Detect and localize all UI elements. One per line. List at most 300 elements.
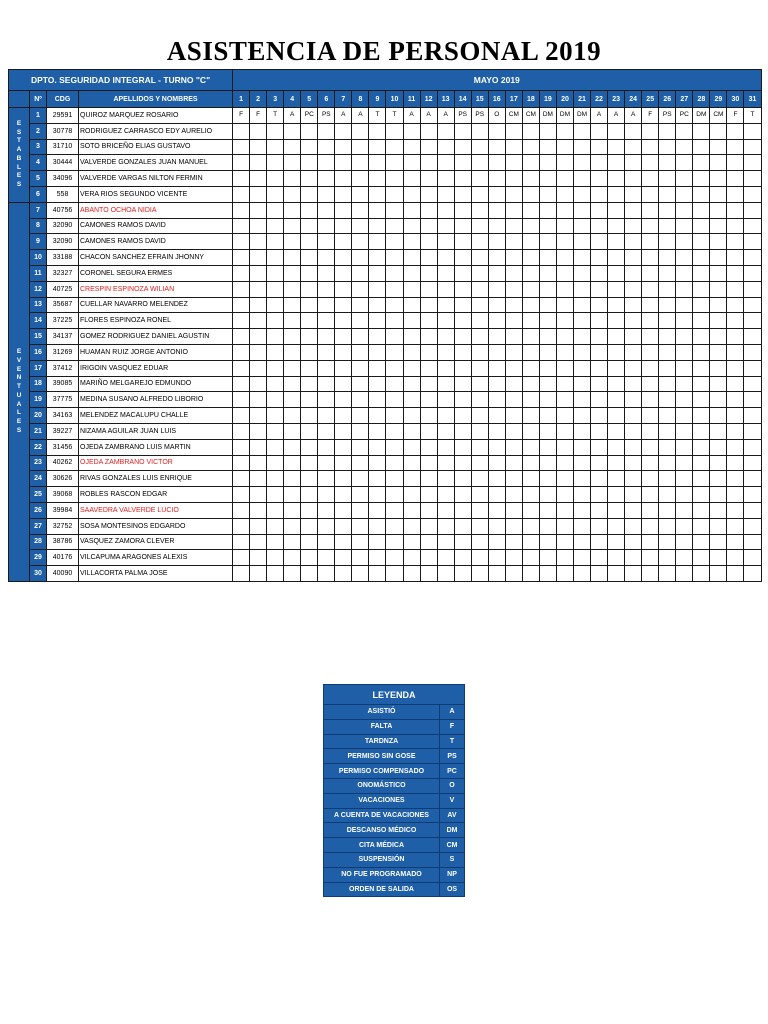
attendance-cell[interactable] bbox=[284, 360, 301, 376]
attendance-cell[interactable] bbox=[505, 487, 522, 503]
attendance-cell[interactable] bbox=[233, 155, 250, 171]
attendance-cell[interactable] bbox=[335, 265, 352, 281]
attendance-cell[interactable]: T bbox=[744, 108, 761, 124]
attendance-cell[interactable] bbox=[233, 360, 250, 376]
attendance-cell[interactable] bbox=[505, 376, 522, 392]
attendance-cell[interactable] bbox=[625, 550, 642, 566]
attendance-cell[interactable] bbox=[710, 186, 727, 202]
attendance-cell[interactable] bbox=[471, 455, 488, 471]
attendance-cell[interactable] bbox=[437, 313, 454, 329]
attendance-cell[interactable] bbox=[335, 534, 352, 550]
attendance-cell[interactable] bbox=[642, 360, 659, 376]
attendance-cell[interactable] bbox=[693, 139, 710, 155]
attendance-cell[interactable] bbox=[659, 455, 676, 471]
attendance-cell[interactable] bbox=[284, 455, 301, 471]
attendance-cell[interactable] bbox=[386, 202, 403, 218]
attendance-cell[interactable] bbox=[659, 487, 676, 503]
attendance-cell[interactable] bbox=[437, 423, 454, 439]
attendance-cell[interactable]: PS bbox=[454, 108, 471, 124]
attendance-cell[interactable] bbox=[744, 139, 761, 155]
attendance-cell[interactable] bbox=[420, 471, 437, 487]
attendance-cell[interactable] bbox=[744, 297, 761, 313]
attendance-cell[interactable] bbox=[591, 566, 608, 582]
attendance-cell[interactable] bbox=[352, 344, 369, 360]
attendance-cell[interactable] bbox=[642, 139, 659, 155]
attendance-cell[interactable] bbox=[744, 186, 761, 202]
attendance-cell[interactable] bbox=[710, 376, 727, 392]
attendance-cell[interactable] bbox=[505, 281, 522, 297]
attendance-cell[interactable] bbox=[335, 408, 352, 424]
attendance-cell[interactable] bbox=[352, 376, 369, 392]
attendance-cell[interactable] bbox=[386, 344, 403, 360]
attendance-cell[interactable] bbox=[437, 360, 454, 376]
attendance-cell[interactable] bbox=[522, 281, 539, 297]
attendance-cell[interactable] bbox=[335, 329, 352, 345]
attendance-cell[interactable] bbox=[642, 171, 659, 187]
attendance-cell[interactable] bbox=[659, 360, 676, 376]
attendance-cell[interactable] bbox=[250, 534, 267, 550]
attendance-cell[interactable] bbox=[659, 281, 676, 297]
attendance-cell[interactable] bbox=[608, 281, 625, 297]
attendance-cell[interactable] bbox=[420, 455, 437, 471]
attendance-cell[interactable] bbox=[420, 566, 437, 582]
attendance-cell[interactable] bbox=[488, 487, 505, 503]
attendance-cell[interactable] bbox=[539, 471, 556, 487]
attendance-cell[interactable] bbox=[659, 392, 676, 408]
attendance-cell[interactable] bbox=[301, 518, 318, 534]
attendance-cell[interactable] bbox=[591, 250, 608, 266]
attendance-cell[interactable] bbox=[369, 455, 386, 471]
attendance-cell[interactable] bbox=[573, 344, 590, 360]
attendance-cell[interactable] bbox=[744, 329, 761, 345]
attendance-cell[interactable] bbox=[420, 218, 437, 234]
attendance-cell[interactable] bbox=[659, 297, 676, 313]
attendance-cell[interactable] bbox=[233, 202, 250, 218]
attendance-cell[interactable]: A bbox=[625, 108, 642, 124]
attendance-cell[interactable] bbox=[676, 408, 693, 424]
attendance-cell[interactable] bbox=[727, 313, 744, 329]
attendance-cell[interactable] bbox=[659, 566, 676, 582]
attendance-cell[interactable]: A bbox=[335, 108, 352, 124]
attendance-cell[interactable] bbox=[608, 344, 625, 360]
attendance-cell[interactable] bbox=[233, 265, 250, 281]
attendance-cell[interactable] bbox=[539, 392, 556, 408]
attendance-cell[interactable] bbox=[301, 344, 318, 360]
attendance-cell[interactable] bbox=[488, 376, 505, 392]
attendance-cell[interactable] bbox=[454, 502, 471, 518]
attendance-cell[interactable] bbox=[437, 250, 454, 266]
attendance-cell[interactable] bbox=[250, 139, 267, 155]
attendance-cell[interactable] bbox=[744, 360, 761, 376]
attendance-cell[interactable] bbox=[744, 518, 761, 534]
attendance-cell[interactable] bbox=[369, 234, 386, 250]
attendance-cell[interactable] bbox=[369, 408, 386, 424]
attendance-cell[interactable] bbox=[505, 329, 522, 345]
attendance-cell[interactable] bbox=[301, 139, 318, 155]
attendance-cell[interactable] bbox=[437, 455, 454, 471]
attendance-cell[interactable] bbox=[608, 171, 625, 187]
attendance-cell[interactable] bbox=[318, 423, 335, 439]
attendance-cell[interactable] bbox=[710, 471, 727, 487]
attendance-cell[interactable] bbox=[352, 250, 369, 266]
attendance-cell[interactable] bbox=[710, 518, 727, 534]
attendance-cell[interactable] bbox=[352, 186, 369, 202]
attendance-cell[interactable] bbox=[250, 471, 267, 487]
attendance-cell[interactable] bbox=[659, 171, 676, 187]
attendance-cell[interactable] bbox=[727, 550, 744, 566]
attendance-cell[interactable] bbox=[301, 455, 318, 471]
attendance-cell[interactable] bbox=[352, 234, 369, 250]
attendance-cell[interactable] bbox=[420, 202, 437, 218]
attendance-cell[interactable] bbox=[659, 329, 676, 345]
attendance-cell[interactable] bbox=[522, 265, 539, 281]
attendance-cell[interactable] bbox=[454, 423, 471, 439]
attendance-cell[interactable] bbox=[437, 171, 454, 187]
attendance-cell[interactable] bbox=[267, 360, 284, 376]
attendance-cell[interactable] bbox=[539, 218, 556, 234]
attendance-cell[interactable] bbox=[335, 297, 352, 313]
attendance-cell[interactable] bbox=[301, 550, 318, 566]
attendance-cell[interactable] bbox=[539, 534, 556, 550]
attendance-cell[interactable] bbox=[727, 566, 744, 582]
attendance-cell[interactable] bbox=[284, 123, 301, 139]
attendance-cell[interactable] bbox=[488, 566, 505, 582]
attendance-cell[interactable] bbox=[403, 502, 420, 518]
attendance-cell[interactable] bbox=[233, 376, 250, 392]
attendance-cell[interactable] bbox=[471, 265, 488, 281]
attendance-cell[interactable] bbox=[744, 502, 761, 518]
attendance-cell[interactable] bbox=[454, 139, 471, 155]
attendance-cell[interactable] bbox=[591, 534, 608, 550]
attendance-cell[interactable] bbox=[488, 550, 505, 566]
attendance-cell[interactable] bbox=[369, 218, 386, 234]
attendance-cell[interactable] bbox=[488, 329, 505, 345]
attendance-cell[interactable] bbox=[284, 265, 301, 281]
attendance-cell[interactable] bbox=[608, 471, 625, 487]
attendance-cell[interactable] bbox=[727, 250, 744, 266]
attendance-cell[interactable] bbox=[539, 518, 556, 534]
attendance-cell[interactable] bbox=[233, 455, 250, 471]
attendance-cell[interactable] bbox=[727, 471, 744, 487]
attendance-cell[interactable] bbox=[420, 439, 437, 455]
attendance-cell[interactable] bbox=[250, 408, 267, 424]
attendance-cell[interactable] bbox=[505, 534, 522, 550]
attendance-cell[interactable] bbox=[539, 281, 556, 297]
attendance-cell[interactable] bbox=[608, 518, 625, 534]
attendance-cell[interactable] bbox=[420, 281, 437, 297]
attendance-cell[interactable] bbox=[301, 281, 318, 297]
attendance-cell[interactable] bbox=[488, 408, 505, 424]
attendance-cell[interactable] bbox=[727, 202, 744, 218]
attendance-cell[interactable] bbox=[556, 265, 573, 281]
attendance-cell[interactable] bbox=[642, 218, 659, 234]
attendance-cell[interactable] bbox=[454, 455, 471, 471]
attendance-cell[interactable] bbox=[471, 423, 488, 439]
attendance-cell[interactable] bbox=[710, 392, 727, 408]
attendance-cell[interactable] bbox=[727, 171, 744, 187]
attendance-cell[interactable] bbox=[352, 218, 369, 234]
attendance-cell[interactable] bbox=[386, 313, 403, 329]
attendance-cell[interactable] bbox=[676, 439, 693, 455]
attendance-cell[interactable] bbox=[539, 313, 556, 329]
attendance-cell[interactable] bbox=[471, 376, 488, 392]
attendance-cell[interactable] bbox=[710, 297, 727, 313]
attendance-cell[interactable] bbox=[591, 123, 608, 139]
attendance-cell[interactable] bbox=[642, 502, 659, 518]
attendance-cell[interactable] bbox=[710, 439, 727, 455]
attendance-cell[interactable] bbox=[471, 234, 488, 250]
attendance-cell[interactable] bbox=[659, 139, 676, 155]
attendance-cell[interactable] bbox=[352, 360, 369, 376]
attendance-cell[interactable] bbox=[727, 297, 744, 313]
attendance-cell[interactable] bbox=[522, 566, 539, 582]
attendance-cell[interactable] bbox=[727, 360, 744, 376]
attendance-cell[interactable] bbox=[659, 123, 676, 139]
attendance-cell[interactable] bbox=[642, 250, 659, 266]
attendance-cell[interactable] bbox=[335, 439, 352, 455]
attendance-cell[interactable] bbox=[693, 518, 710, 534]
attendance-cell[interactable] bbox=[608, 186, 625, 202]
attendance-cell[interactable] bbox=[573, 471, 590, 487]
attendance-cell[interactable] bbox=[437, 518, 454, 534]
attendance-cell[interactable] bbox=[301, 408, 318, 424]
attendance-cell[interactable] bbox=[710, 218, 727, 234]
attendance-cell[interactable] bbox=[642, 186, 659, 202]
attendance-cell[interactable] bbox=[505, 265, 522, 281]
attendance-cell[interactable] bbox=[710, 455, 727, 471]
attendance-cell[interactable] bbox=[352, 313, 369, 329]
attendance-cell[interactable] bbox=[539, 439, 556, 455]
attendance-cell[interactable] bbox=[420, 139, 437, 155]
attendance-cell[interactable] bbox=[642, 471, 659, 487]
attendance-cell[interactable] bbox=[505, 471, 522, 487]
attendance-cell[interactable] bbox=[403, 297, 420, 313]
attendance-cell[interactable] bbox=[710, 344, 727, 360]
attendance-cell[interactable] bbox=[744, 376, 761, 392]
attendance-cell[interactable] bbox=[744, 281, 761, 297]
attendance-cell[interactable] bbox=[284, 518, 301, 534]
attendance-cell[interactable] bbox=[591, 297, 608, 313]
attendance-cell[interactable] bbox=[556, 139, 573, 155]
attendance-cell[interactable] bbox=[301, 471, 318, 487]
attendance-cell[interactable] bbox=[369, 329, 386, 345]
attendance-cell[interactable] bbox=[556, 550, 573, 566]
attendance-cell[interactable] bbox=[573, 202, 590, 218]
attendance-cell[interactable] bbox=[727, 534, 744, 550]
attendance-cell[interactable] bbox=[471, 313, 488, 329]
attendance-cell[interactable] bbox=[284, 550, 301, 566]
attendance-cell[interactable] bbox=[505, 502, 522, 518]
attendance-cell[interactable] bbox=[318, 234, 335, 250]
attendance-cell[interactable] bbox=[301, 329, 318, 345]
attendance-cell[interactable] bbox=[488, 250, 505, 266]
attendance-cell[interactable] bbox=[250, 171, 267, 187]
attendance-cell[interactable] bbox=[250, 297, 267, 313]
attendance-cell[interactable] bbox=[454, 550, 471, 566]
attendance-cell[interactable] bbox=[710, 487, 727, 503]
attendance-cell[interactable] bbox=[591, 487, 608, 503]
attendance-cell[interactable] bbox=[420, 313, 437, 329]
attendance-cell[interactable] bbox=[233, 281, 250, 297]
attendance-cell[interactable] bbox=[556, 281, 573, 297]
attendance-cell[interactable] bbox=[744, 534, 761, 550]
attendance-cell[interactable] bbox=[403, 250, 420, 266]
attendance-cell[interactable] bbox=[267, 518, 284, 534]
attendance-cell[interactable] bbox=[591, 139, 608, 155]
attendance-cell[interactable] bbox=[386, 123, 403, 139]
attendance-cell[interactable] bbox=[301, 566, 318, 582]
attendance-cell[interactable] bbox=[608, 423, 625, 439]
attendance-cell[interactable] bbox=[352, 518, 369, 534]
attendance-cell[interactable] bbox=[471, 439, 488, 455]
attendance-cell[interactable] bbox=[676, 360, 693, 376]
attendance-cell[interactable] bbox=[591, 455, 608, 471]
attendance-cell[interactable] bbox=[744, 487, 761, 503]
attendance-cell[interactable] bbox=[267, 502, 284, 518]
attendance-cell[interactable] bbox=[267, 281, 284, 297]
attendance-cell[interactable] bbox=[625, 234, 642, 250]
attendance-cell[interactable] bbox=[539, 408, 556, 424]
attendance-cell[interactable] bbox=[608, 550, 625, 566]
attendance-cell[interactable] bbox=[471, 202, 488, 218]
attendance-cell[interactable] bbox=[420, 329, 437, 345]
attendance-cell[interactable] bbox=[454, 408, 471, 424]
attendance-cell[interactable] bbox=[488, 518, 505, 534]
attendance-cell[interactable] bbox=[420, 502, 437, 518]
attendance-cell[interactable] bbox=[352, 281, 369, 297]
attendance-cell[interactable] bbox=[301, 487, 318, 503]
attendance-cell[interactable] bbox=[591, 550, 608, 566]
attendance-cell[interactable] bbox=[250, 487, 267, 503]
attendance-cell[interactable] bbox=[676, 297, 693, 313]
attendance-cell[interactable] bbox=[505, 139, 522, 155]
attendance-cell[interactable] bbox=[744, 313, 761, 329]
attendance-cell[interactable] bbox=[454, 566, 471, 582]
attendance-cell[interactable] bbox=[727, 155, 744, 171]
attendance-cell[interactable] bbox=[659, 439, 676, 455]
attendance-cell[interactable] bbox=[250, 123, 267, 139]
attendance-cell[interactable]: F bbox=[233, 108, 250, 124]
attendance-cell[interactable]: A bbox=[608, 108, 625, 124]
attendance-cell[interactable] bbox=[505, 218, 522, 234]
attendance-cell[interactable] bbox=[318, 313, 335, 329]
attendance-cell[interactable] bbox=[284, 566, 301, 582]
attendance-cell[interactable] bbox=[267, 202, 284, 218]
attendance-cell[interactable] bbox=[608, 502, 625, 518]
attendance-cell[interactable] bbox=[744, 234, 761, 250]
attendance-cell[interactable] bbox=[250, 392, 267, 408]
attendance-cell[interactable] bbox=[454, 518, 471, 534]
attendance-cell[interactable] bbox=[335, 313, 352, 329]
attendance-cell[interactable] bbox=[488, 186, 505, 202]
attendance-cell[interactable] bbox=[676, 281, 693, 297]
attendance-cell[interactable] bbox=[335, 155, 352, 171]
attendance-cell[interactable] bbox=[727, 439, 744, 455]
attendance-cell[interactable] bbox=[335, 139, 352, 155]
attendance-cell[interactable] bbox=[301, 171, 318, 187]
attendance-cell[interactable] bbox=[335, 423, 352, 439]
attendance-cell[interactable] bbox=[284, 471, 301, 487]
attendance-cell[interactable] bbox=[608, 534, 625, 550]
attendance-cell[interactable] bbox=[659, 313, 676, 329]
attendance-cell[interactable] bbox=[710, 139, 727, 155]
attendance-cell[interactable] bbox=[591, 518, 608, 534]
attendance-cell[interactable] bbox=[267, 471, 284, 487]
attendance-cell[interactable] bbox=[233, 487, 250, 503]
attendance-cell[interactable] bbox=[318, 534, 335, 550]
attendance-cell[interactable] bbox=[301, 218, 318, 234]
attendance-cell[interactable] bbox=[267, 392, 284, 408]
attendance-cell[interactable] bbox=[556, 534, 573, 550]
attendance-cell[interactable] bbox=[471, 139, 488, 155]
attendance-cell[interactable] bbox=[437, 439, 454, 455]
attendance-cell[interactable] bbox=[625, 439, 642, 455]
attendance-cell[interactable] bbox=[505, 518, 522, 534]
attendance-cell[interactable] bbox=[403, 534, 420, 550]
attendance-cell[interactable] bbox=[403, 487, 420, 503]
attendance-cell[interactable] bbox=[386, 566, 403, 582]
attendance-cell[interactable] bbox=[505, 234, 522, 250]
attendance-cell[interactable] bbox=[608, 439, 625, 455]
attendance-cell[interactable] bbox=[284, 202, 301, 218]
attendance-cell[interactable] bbox=[625, 186, 642, 202]
attendance-cell[interactable] bbox=[642, 265, 659, 281]
attendance-cell[interactable] bbox=[454, 344, 471, 360]
attendance-cell[interactable] bbox=[505, 455, 522, 471]
attendance-cell[interactable] bbox=[233, 408, 250, 424]
attendance-cell[interactable] bbox=[488, 471, 505, 487]
attendance-cell[interactable] bbox=[522, 423, 539, 439]
attendance-cell[interactable] bbox=[556, 408, 573, 424]
attendance-cell[interactable] bbox=[369, 123, 386, 139]
attendance-cell[interactable] bbox=[386, 534, 403, 550]
attendance-cell[interactable] bbox=[284, 218, 301, 234]
attendance-cell[interactable] bbox=[522, 439, 539, 455]
attendance-cell[interactable] bbox=[556, 123, 573, 139]
attendance-cell[interactable]: DM bbox=[556, 108, 573, 124]
attendance-cell[interactable] bbox=[556, 202, 573, 218]
attendance-cell[interactable] bbox=[301, 123, 318, 139]
attendance-cell[interactable] bbox=[267, 265, 284, 281]
attendance-cell[interactable] bbox=[420, 360, 437, 376]
attendance-cell[interactable] bbox=[454, 487, 471, 503]
attendance-cell[interactable] bbox=[437, 566, 454, 582]
attendance-cell[interactable] bbox=[420, 518, 437, 534]
attendance-cell[interactable] bbox=[676, 423, 693, 439]
attendance-cell[interactable] bbox=[437, 392, 454, 408]
attendance-cell[interactable] bbox=[659, 408, 676, 424]
attendance-cell[interactable] bbox=[488, 234, 505, 250]
attendance-cell[interactable] bbox=[386, 487, 403, 503]
attendance-cell[interactable] bbox=[693, 329, 710, 345]
attendance-cell[interactable] bbox=[642, 408, 659, 424]
attendance-cell[interactable] bbox=[744, 123, 761, 139]
attendance-cell[interactable] bbox=[352, 202, 369, 218]
attendance-cell[interactable] bbox=[573, 518, 590, 534]
attendance-cell[interactable] bbox=[403, 392, 420, 408]
attendance-cell[interactable] bbox=[539, 202, 556, 218]
attendance-cell[interactable] bbox=[318, 123, 335, 139]
attendance-cell[interactable] bbox=[267, 186, 284, 202]
attendance-cell[interactable] bbox=[591, 171, 608, 187]
attendance-cell[interactable] bbox=[608, 566, 625, 582]
attendance-cell[interactable] bbox=[556, 250, 573, 266]
attendance-cell[interactable] bbox=[403, 202, 420, 218]
attendance-cell[interactable] bbox=[386, 329, 403, 345]
attendance-cell[interactable] bbox=[250, 550, 267, 566]
attendance-cell[interactable] bbox=[352, 171, 369, 187]
attendance-cell[interactable] bbox=[676, 534, 693, 550]
